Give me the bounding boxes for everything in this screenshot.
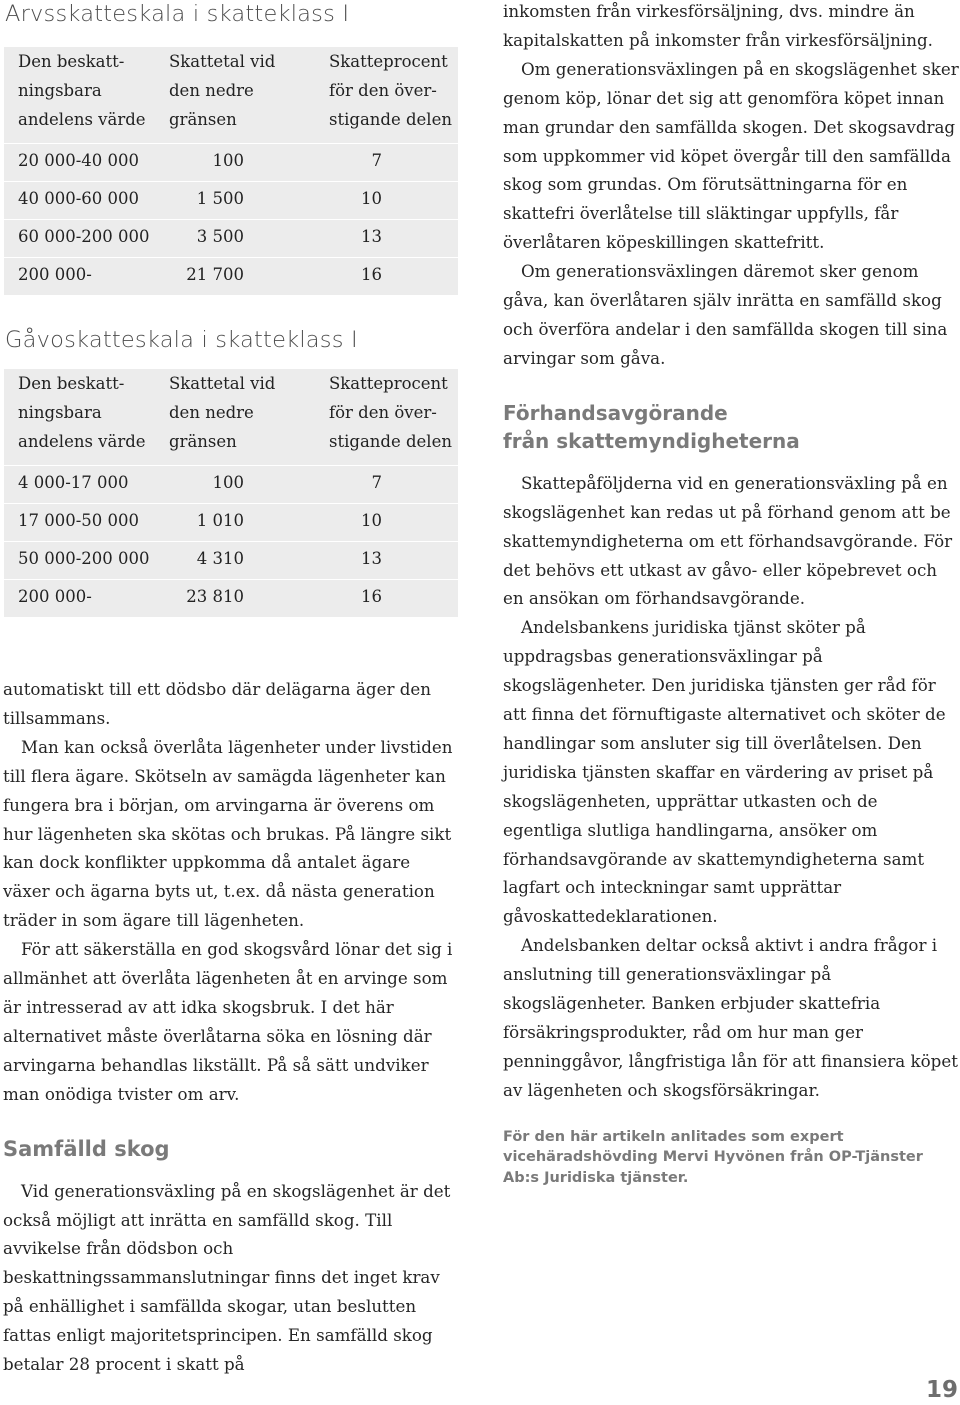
inheritance-tax-table-title: Arvsskatteskala i skatteklass I bbox=[5, 1, 350, 27]
table-cell: 13 bbox=[361, 227, 382, 246]
gift-tax-table bbox=[4, 369, 458, 617]
column-header: Skatteprocent för den över- stigande delen bbox=[329, 374, 452, 451]
table-row bbox=[4, 143, 458, 181]
paragraph: Andelsbanken deltar också aktivt i andra frågor i anslutning till generationsväxlingar på skogslägenheter. Banken erbjuder skattefria försäkringsprodukter, råd om hur man ger penninggåvor, långfristiga lån för att finansiera köpet av lägenheten och skogsförsäkringar. bbox=[503, 935, 958, 1100]
paragraph: För att säkerställa en god skogsvård lönar det sig i allmänhet att överlåta lägenheten åt en arvinge som är intresserad av att idka skogsbruk. I det här alternativet måste överlåtarna söka en lösning där arvingarna behandlas likställt. På så sätt undviker man onödiga tvister om arv. bbox=[3, 939, 453, 1104]
page-number: 19 bbox=[925, 1377, 958, 1403]
column-header: Skattetal vid den nedre gränsen bbox=[169, 374, 276, 451]
column-header: Den beskatt- ningsbara andelens värde bbox=[18, 374, 146, 451]
table-row bbox=[4, 503, 458, 541]
table-row bbox=[4, 219, 458, 257]
table-cell: 100 bbox=[212, 151, 244, 170]
paragraph: Vid generationsväxling på en skogslägenhet är det också möjligt att inrätta en samfälld skog. Till avvikelse från dödsbon och beskattningssammanslutningar finns det inget krav på enhällighet i samfällda skogar, utan beslutten fattas enligt majoritetsprincipen. En samfälld skog betalar 28 procent i skatt på bbox=[3, 1180, 451, 1375]
paragraph: automatiskt till ett dödsbo där delägarna äger den tillsammans. bbox=[3, 679, 432, 728]
table-cell: 16 bbox=[361, 265, 382, 284]
table-cell: 60 000-200 000 bbox=[18, 227, 150, 246]
table-cell: 1 010 bbox=[196, 511, 244, 530]
table-row bbox=[4, 579, 458, 617]
table-cell: 16 bbox=[361, 587, 382, 606]
table-cell: 200 000- bbox=[18, 265, 92, 284]
table-cell: 21 700 bbox=[186, 265, 244, 284]
table-cell: 1 500 bbox=[196, 189, 244, 208]
paragraph: Andelsbankens juridiska tjänst sköter på uppdragsbas generationsväxlingar på skogslägenheter. Den juridiska tjänsten ger råd för att finna det förnuftigaste alternativet och sköter de handlingar som ansluter sig till överlåtelsen. Den juridiska tjänsten skaffar en värdering av priset på skogslägenheten, upprättar utkasten och de egentliga slutliga handlingarna, ansöker om förhandsavgörande av skattemyndigheterna samt lagfart och inteckningar samt upprättar gåvoskattedeklarationen. bbox=[503, 617, 946, 927]
table-header bbox=[4, 369, 458, 465]
table-row bbox=[4, 257, 458, 295]
right-body bbox=[503, 0, 960, 1188]
table-cell: 10 bbox=[361, 189, 382, 208]
column-header: Skatteprocent för den över- stigande delen bbox=[329, 52, 452, 129]
table-header bbox=[4, 47, 458, 143]
inheritance-tax-table bbox=[4, 47, 458, 295]
left-body bbox=[3, 675, 459, 1379]
table-cell: 23 810 bbox=[186, 587, 244, 606]
paragraph: Skattepåföljderna vid en generationsväxling på en skogslägenhet kan redas ut på förhand genom att be skattemyndigheterna om ett förhandsavgörande. För det behövs ett utkast av gåvo- eller köpebrevet och en ansökan om förhandsavgörande. bbox=[503, 472, 953, 609]
table-cell: 4 000-17 000 bbox=[18, 473, 129, 492]
table-cell: 40 000-60 000 bbox=[18, 189, 140, 208]
heading-line: Förhandsavgörande bbox=[503, 400, 728, 425]
table-cell: 7 bbox=[371, 151, 382, 170]
paragraph: Om generationsväxlingen på en skogslägenhet sker genom köp, lönar det sig att genomföra köpet innan man grundar den samfällda skogen. Det skogsavdrag som uppkommer vid köpet övergår till den samfällda skog som grundas. Om förutsättningarna för en skattefri överlåtelse till släktingar uppfylls, får överlåtaren köpeskillingen skattefritt. bbox=[503, 58, 959, 253]
paragraph: Om generationsväxlingen däremot sker genom gåva, kan överlåtaren själv inrätta en samfälld skog och överföra andelar i den samfällda skogen till sina arvingar som gåva. bbox=[503, 261, 948, 368]
paragraph: Man kan också överlåta lägenheter under livstiden till flera ägare. Skötseln av samägda lägenheter kan fungera bra i början, om arvingarna är överens om hur lägenheten ska skötas och brukas. På längre sikt kan dock konflikter uppkomma då antalet ägare växer och ägarna byts ut, t.ex. då nästa generation träder in som ägare till lägenheten. bbox=[3, 736, 453, 931]
gift-tax-table-title: Gåvoskatteskala i skatteklass I bbox=[5, 327, 358, 353]
table-cell: 4 310 bbox=[196, 549, 244, 568]
table-cell: 10 bbox=[361, 511, 382, 530]
table-cell: 20 000-40 000 bbox=[18, 151, 140, 170]
table-cell: 50 000-200 000 bbox=[18, 549, 150, 568]
table-cell: 100 bbox=[212, 473, 244, 492]
column-header: Skattetal vid den nedre gränsen bbox=[169, 52, 276, 129]
table-row bbox=[4, 465, 458, 503]
table-row bbox=[4, 541, 458, 579]
table-cell: 3 500 bbox=[196, 227, 244, 246]
table-row bbox=[4, 181, 458, 219]
section-heading-forhandsavgorande bbox=[503, 399, 960, 455]
heading-line: från skattemyndigheterna bbox=[503, 428, 800, 453]
column-header: Den beskatt- ningsbara andelens värde bbox=[18, 52, 146, 129]
table-cell: 200 000- bbox=[18, 587, 92, 606]
expert-credit: För den här artikeln anlitades som expert vicehäradshövding Mervi Hyvönen från OP-Tjänster Ab:s Juridiska tjänster. bbox=[503, 1128, 923, 1186]
paragraph: inkomsten från virkesförsäljning, dvs. mindre än kapitalskatten på inkomster från virkesförsäljning. bbox=[503, 1, 933, 50]
section-heading-samfalld-skog: Samfälld skog bbox=[3, 1136, 170, 1161]
table-cell: 17 000-50 000 bbox=[18, 511, 140, 530]
table-cell: 13 bbox=[361, 549, 382, 568]
table-cell: 7 bbox=[371, 473, 382, 492]
